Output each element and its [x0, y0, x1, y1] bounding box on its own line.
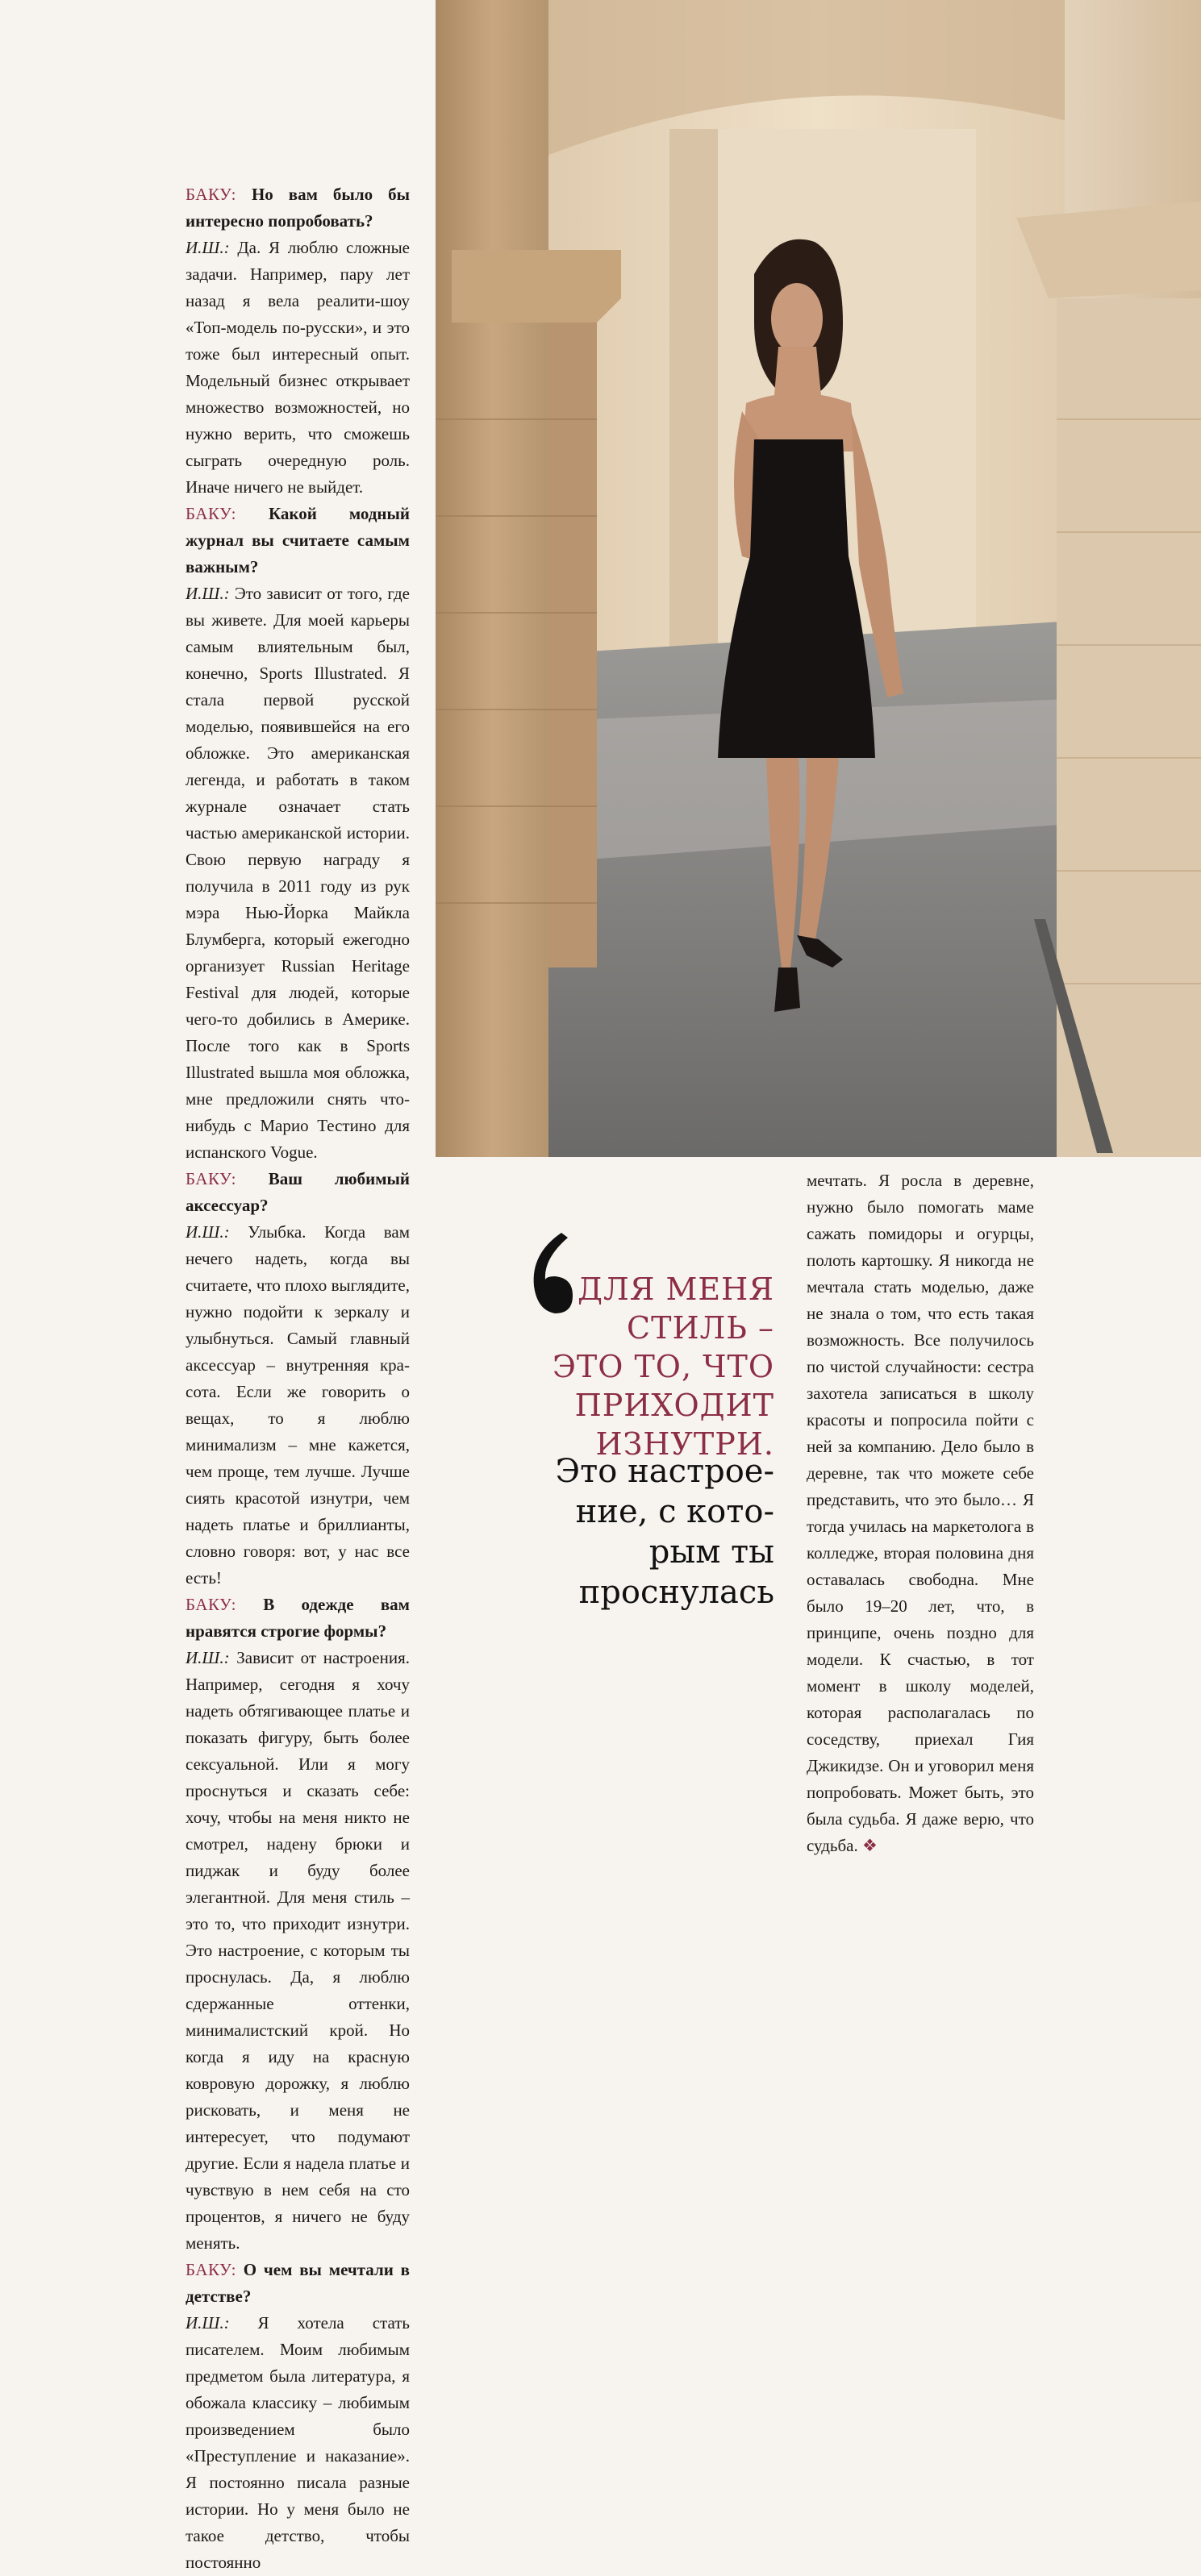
pull-quote-title-line: ИЗНУТРИ. [595, 1426, 774, 1462]
question [186, 181, 410, 235]
question-text: Но вам было бы интересно попробовать? [186, 185, 410, 231]
question-label: БАКУ: [186, 2260, 236, 2279]
answer-continuation [807, 1167, 1034, 1859]
answer-text: Я хотела стать писателем. Моим любимым предметом была литература, я обожала классику – любимым произведением было «Преступление и наказание». Я постоянно писала разные истории. Но у меня было не такое детство, чтобы постоянно [186, 2313, 411, 2572]
question-text: О чем вы мечтали в детстве? [186, 2260, 411, 2306]
question-label: БАКУ: [186, 185, 236, 204]
answer-text: Улыбка. Когда вам нечего надеть, когда вы считаете, что плохо выглядите, нужно подойти к зеркалу и улыбнуться. Самый главный аксессуар – внутренняя красота. Если же говорить о вещах, то я люблю минимализм – мне кажется, чем проще, тем лучше. Лучше сиять красотой изнутри, чем надеть платье и бриллианты, словно говоря: вот, у нас все есть! [186, 1222, 410, 1588]
answer-text: Это зависит от того, где вы живете. Для моей карьеры самым влиятельным был, конечно, Sports Illustrated. Я стала первой русской моделью, появившейся на его обложке. Это американская легенда, и работать в таком журнале означает стать частью американской истории. Свою первую награду я получила в 2011 году из рук мэра Нью-Йорка Майкла Блумберга, который ежегодно организует Russian Heritage Festival для людей, которые чего-то добились в Америке. После того как в Sports Illustrated вышла моя обложка, мне предложили снять что-нибудь с Марио Тестино для испанского Vogue. [186, 584, 411, 1162]
answer-text: мечтать. Я росла в деревне, нужно было помогать маме сажать помидоры и огурцы, полоть картошку. Я никогда не мечтала стать моделью, даже не знала о том, что есть такая возможность. Все получилось по чистой случайности: сестра захотела записаться в школу красоты и попросила пойти с ней за компанию. Дело было в деревне, так что можете себе представить, что это было… Я тогда училась на маркетолога в колледже, вторая половина дня оставалась свободна. Мне было 19–20 лет, что, в принципе, очень поздно для модели. К счастью, в тот момент в школу моделей, которая располагалась по соседству, приехал Гия Джикидзе. Он и уговорил меня попробовать. Может быть, это была судьба. Я даже верю, что судьба. [807, 1171, 1034, 1855]
portrait-photo-illustration [436, 0, 1201, 1157]
interview-left-column [186, 181, 410, 2576]
answer [186, 1219, 410, 1592]
pull-quote-sub-line: ние, с кото- [575, 1493, 774, 1530]
question [186, 2257, 410, 2310]
answer-label: И.Ш.: [186, 238, 230, 257]
answer [186, 1645, 410, 2257]
answer-text: Да. Я люблю сложные задачи. Например, пару лет назад я вела реалити-шоу «Топ-модель по-русски», и это тоже был интересный опыт. Модельный бизнес открывает множество возможностей, но нужно верить, что сможешь сыграть очередную роль. Иначе ничего не выйдет. [186, 238, 411, 497]
answer [186, 2310, 410, 2576]
pull-quote-sub-line: рым ты [648, 1534, 774, 1571]
question-label: БАКУ: [186, 504, 236, 523]
portrait-photo [436, 0, 1201, 1157]
pull-quote-subtitle [500, 1451, 774, 1613]
answer-label: И.Ш.: [186, 1648, 230, 1667]
answer-label: И.Ш.: [186, 584, 230, 603]
pull-quote-sub-line: Это настрое- [555, 1453, 774, 1490]
answer [186, 235, 410, 501]
end-mark-icon: ❖ [862, 1836, 878, 1855]
question [186, 501, 410, 581]
question-label: БАКУ: [186, 1595, 236, 1614]
answer-text: Зависит от настроения. Например, сегодня я хочу надеть обтягивающее платье и показать фигуру, быть более сексуальной. Или я могу проснуться и сказать себе: хочу, чтобы на меня никто не смотрел, надену брюки и пиджак и буду более элегантной. Для меня стиль – это то, что приходит изнутри. Это настроение, с которым ты проснулась. Да, я люблю сдержанные оттенки, минималистский крой. Но когда я иду на красную ковровую дорожку, я люблю рисковать, и меня не интересует, что подумают другие. Если я надела платье и чувствую в нем себя на сто процентов, я ничего не буду менять. [186, 1648, 410, 2253]
pull-quote-title-line: ПРИХОДИТ [574, 1388, 774, 1423]
question-label: БАКУ: [186, 1169, 236, 1188]
pull-quote-title [500, 1270, 774, 1463]
pull-quote-sub-line: проснулась [578, 1574, 774, 1611]
answer-label: И.Ш.: [186, 2313, 230, 2333]
question [186, 1592, 410, 1645]
interview-right-column [807, 1167, 1034, 1859]
answer-label: И.Ш.: [186, 1222, 230, 1242]
question-text: В одежде вам нравятся строгие формы? [186, 1595, 410, 1641]
question [186, 1166, 410, 1219]
question-text: Какой модный журнал вы считаете самым важным? [186, 504, 411, 576]
answer [186, 581, 410, 1166]
question-text: Ваш любимый аксессуар? [186, 1169, 410, 1215]
pull-quote-title-line: ЭТО ТО, ЧТО [552, 1349, 774, 1384]
pull-quote-title-line: ДЛЯ МЕНЯ [578, 1271, 774, 1307]
pull-quote-title-line: СТИЛЬ – [627, 1310, 774, 1346]
